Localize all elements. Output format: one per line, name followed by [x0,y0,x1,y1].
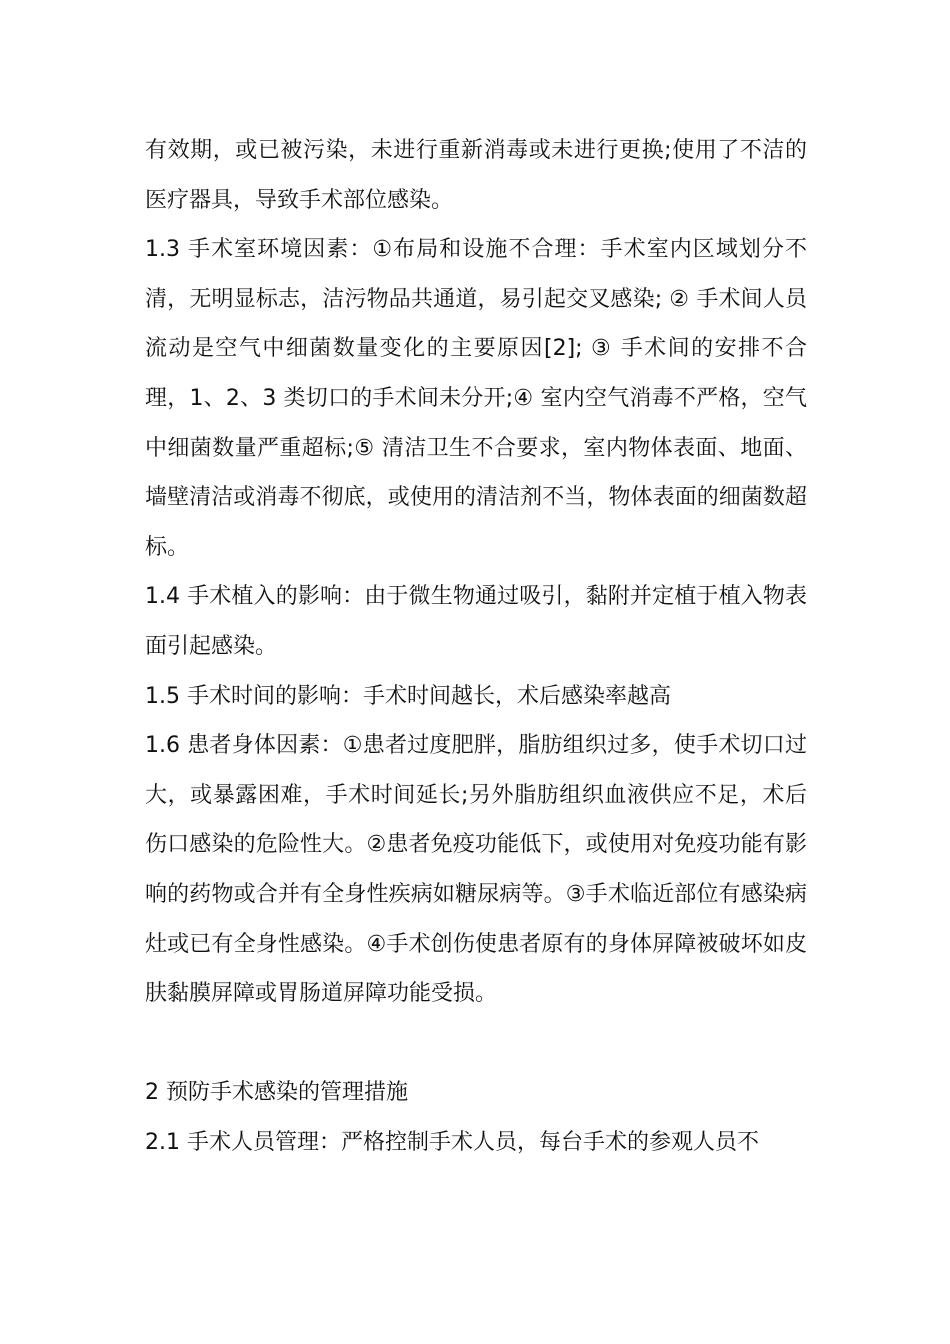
paragraph-1-6-patient: 1.6 患者身体因素：①患者过度肥胖，脂肪组织过多，使手术切口过大，或暴露困难，手术时间延长;另外脂肪组织血液供应不足，术后伤口感染的危险性大。②患者免疫功能低下，或使用对免疫功能有影响的药物或合并有全身性疾病如糖尿病等。③手术临近部位有感染病灶或已有全身性感染。④手术创伤使患者原有的身体屏障被破坏如皮肤黏膜屏障或胃肠道屏障功能受损。 [145,733,807,1007]
document-body [145,126,807,1167]
paragraph-1-3-environment: 1.3 手术室环境因素：①布局和设施不合理：手术室内区域划分不清，无明显标志，洁污物品共通道，易引起交叉感染; ② 手术间人员流动是空气中细菌数量变化的主要原因[2]; ③ 手术间的安排不合理，1、2、3 类切口的手术间未分开;④ 室内空气消毒不严格，空气中细菌数量严重超标;⑤ 清洁卫生不合要求，室内物体表面、地面、墙壁清洁或消毒不彻底，或使用的清洁剂不当，物体表面的细菌数超标。 [145,237,807,560]
section-heading-2: 2 预防手术感染的管理措施 [145,1080,408,1106]
paragraph-2-1-staff: 2.1 手术人员管理：严格控制手术人员，每台手术的参观人员不 [145,1129,759,1155]
paragraph-1-4-implant: 1.4 手术植入的影响：由于微生物通过吸引，黏附并定植于植入物表面引起感染。 [145,584,807,659]
paragraph-continuation: 有效期，或已被污染，未进行重新消毒或未进行更换;使用了不洁的医疗器具，导致手术部位感染。 [145,138,807,213]
paragraph-1-5-duration: 1.5 手术时间的影响：手术时间越长，术后感染率越高 [145,683,671,709]
